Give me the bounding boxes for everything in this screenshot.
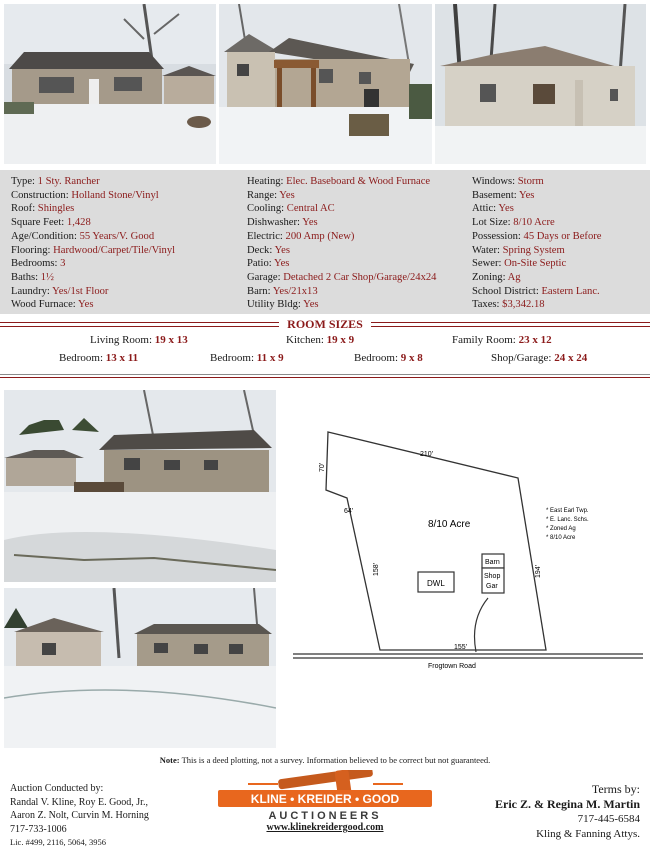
specs-column-3 xyxy=(472,175,602,312)
auctioneer-license: Lic. #499, 2116, 5064, 3956 xyxy=(10,837,107,847)
spec-value: Yes/21x13 xyxy=(272,285,318,297)
terms-info xyxy=(495,782,640,842)
spec-value: Shingles xyxy=(37,203,75,215)
spec-label: Construction: xyxy=(11,189,69,201)
room-shop-garage: Shop/Garage: 24 x 24 xyxy=(491,352,588,364)
dim-bottom: 155' xyxy=(454,644,468,651)
dim-right: 194' xyxy=(535,564,542,578)
spec-value: 200 Amp (New) xyxy=(285,230,355,242)
spec-label: Dishwasher: xyxy=(247,217,300,229)
room-kitchen: Kitchen: 19 x 9 xyxy=(286,334,355,346)
spec-row xyxy=(472,189,602,203)
spec-label: School District: xyxy=(472,285,539,297)
spec-label: Lot Size: xyxy=(472,217,511,229)
spec-row xyxy=(11,189,175,203)
spec-value: Yes xyxy=(279,189,295,201)
spec-value: Yes xyxy=(78,299,94,311)
spec-value: Hardwood/Carpet/Tile/Vinyl xyxy=(53,244,176,256)
spec-value: Yes xyxy=(303,299,319,311)
driveway-line xyxy=(475,598,489,652)
room-bedroom-3: Bedroom: 9 x 8 xyxy=(354,352,423,364)
dwelling-label: DWL xyxy=(427,579,445,588)
spec-row xyxy=(472,298,602,312)
house-rear-photo xyxy=(4,390,276,582)
spec-row xyxy=(247,189,436,203)
room-bedroom-2: Bedroom: 11 x 9 xyxy=(210,352,284,364)
spec-value: $3,342.18 xyxy=(502,299,545,311)
spec-value: Eastern Lanc. xyxy=(541,285,600,297)
shop-label: Shop xyxy=(484,573,501,580)
barn-photo xyxy=(435,4,646,164)
spec-row xyxy=(472,230,602,244)
spec-row xyxy=(472,257,602,271)
spec-value: Central AC xyxy=(286,203,335,215)
spec-label: Type: xyxy=(11,176,35,187)
plot-note-3: * Zoned Ag xyxy=(546,526,576,532)
spec-value: 55 Years/V. Good xyxy=(79,230,155,242)
seller-phone: 717-445-6584 xyxy=(577,813,640,825)
spec-row xyxy=(11,285,175,299)
spec-row xyxy=(247,202,436,216)
spec-row xyxy=(472,216,602,230)
deed-plot-drawing xyxy=(288,420,648,680)
spec-label: Deck: xyxy=(247,244,273,256)
spec-value: 1,428 xyxy=(66,217,91,229)
spec-row xyxy=(11,175,175,189)
auctioneer-names-2: Aaron Z. Nolt, Curvin M. Horning xyxy=(10,810,149,821)
spec-value: 8/10 Acre xyxy=(513,217,555,229)
spec-label: Taxes: xyxy=(472,299,500,311)
spec-label: Range: xyxy=(247,189,278,201)
spec-value: Yes xyxy=(274,244,290,256)
barn-label: Barn xyxy=(485,559,500,566)
spec-row xyxy=(247,230,436,244)
spec-label: Baths: xyxy=(11,271,39,283)
spec-value: Yes xyxy=(302,217,318,229)
auction-conducted-label: Auction Conducted by: xyxy=(10,783,104,794)
spec-row xyxy=(11,271,175,285)
spec-value: Spring System xyxy=(502,244,565,256)
plot-note-1: * East Earl Twp. xyxy=(546,508,589,514)
attorneys: Kling & Fanning Attys. xyxy=(536,828,640,840)
spec-label: Zoning: xyxy=(472,271,506,283)
spec-label: Laundry: xyxy=(11,285,50,297)
spec-label: Barn: xyxy=(247,285,271,297)
specs-column-2 xyxy=(247,175,436,312)
spec-value: 1½ xyxy=(40,271,54,283)
spec-value: Holland Stone/Vinyl xyxy=(71,189,159,201)
spec-value: Yes xyxy=(274,258,290,270)
dim-left-upper: 70' xyxy=(319,462,326,472)
spec-value: 3 xyxy=(60,258,66,270)
spec-label: Patio: xyxy=(247,258,272,270)
divider-bottom-2 xyxy=(0,377,650,378)
logo-name: KLINE • KREIDER • GOOD xyxy=(250,792,400,806)
spec-value: Yes xyxy=(498,203,514,215)
spec-row xyxy=(247,216,436,230)
spec-label: Flooring: xyxy=(11,244,51,256)
divider-bottom-1 xyxy=(0,374,650,375)
spec-row xyxy=(247,271,436,285)
spec-label: Roof: xyxy=(11,203,36,215)
dim-top: 210' xyxy=(420,451,434,458)
spec-value: Yes/1st Floor xyxy=(52,285,109,297)
spec-label: Windows: xyxy=(472,176,516,187)
spec-row xyxy=(11,216,175,230)
spec-row xyxy=(247,244,436,258)
spec-label: Electric: xyxy=(247,230,283,242)
room-bedroom-1: Bedroom: 13 x 11 xyxy=(59,352,139,364)
spec-label: Water: xyxy=(472,244,500,256)
dim-step: 64' xyxy=(344,508,354,515)
room-living: Living Room: 19 x 13 xyxy=(90,334,188,346)
spec-label: Sewer: xyxy=(472,258,502,270)
spec-row xyxy=(247,285,436,299)
company-logo xyxy=(218,770,432,827)
room-family: Family Room: 23 x 12 xyxy=(452,334,552,346)
terms-label: Terms by: xyxy=(591,782,640,796)
spec-row xyxy=(247,257,436,271)
house-deck-photo xyxy=(219,4,432,164)
acre-label: 8/10 Acre xyxy=(428,519,471,530)
spec-label: Wood Furnace: xyxy=(11,299,76,311)
spec-value: Yes xyxy=(518,189,535,201)
spec-label: Possession: xyxy=(472,230,521,242)
auctioneer-names-1: Randal V. Kline, Roy E. Good, Jr., xyxy=(10,796,148,808)
disclaimer-note: Note: This is a deed plotting, not a survey. Information believed to be correct but not guaranteed. xyxy=(159,755,491,765)
spec-label: Garage: xyxy=(247,271,281,283)
seller-names: Eric Z. & Regina M. Martin xyxy=(495,797,640,811)
spec-row xyxy=(11,257,175,271)
room-sizes-title: ROOM SIZES xyxy=(0,317,650,332)
spec-row xyxy=(247,298,436,312)
spec-label: Basement: xyxy=(472,189,517,201)
spec-value: Detached 2 Car Shop/Garage/24x24 xyxy=(283,271,437,283)
dim-left: 158' xyxy=(373,562,380,576)
road-name: Frogtown Road xyxy=(428,663,476,670)
spec-row xyxy=(11,244,175,258)
spec-row xyxy=(11,202,175,216)
website-link[interactable]: www.klinekreidergood.com xyxy=(266,822,384,833)
spec-row xyxy=(472,244,602,258)
spec-row xyxy=(472,271,602,285)
spec-value: Elec. Baseboard & Wood Furnace xyxy=(286,176,431,187)
auctioneers-info xyxy=(10,782,149,850)
spec-row xyxy=(472,202,602,216)
spec-label: Cooling: xyxy=(247,203,285,215)
plot-note-4: * 8/10 Acre xyxy=(546,535,576,541)
spec-label: Age/Condition: xyxy=(11,230,77,242)
spec-label: Utility Bldg: xyxy=(247,299,301,311)
spec-value: Storm xyxy=(517,176,544,187)
spec-row xyxy=(247,175,436,189)
spec-label: Heating: xyxy=(247,176,284,187)
gar-label: Gar xyxy=(486,583,498,590)
spec-label: Bedrooms: xyxy=(11,258,58,270)
spec-value: Ag xyxy=(507,271,521,283)
house-front-photo xyxy=(4,4,216,164)
property-specs-panel xyxy=(0,170,650,314)
house-garage-photo xyxy=(4,588,276,748)
spec-label: Attic: xyxy=(472,203,497,215)
auctioneer-phone: 717-733-1006 xyxy=(10,823,67,835)
spec-value: 45 Days or Before xyxy=(523,230,602,242)
specs-column-1 xyxy=(11,175,175,312)
spec-row xyxy=(11,230,175,244)
spec-value: On-Site Septic xyxy=(504,258,567,270)
plot-boundary xyxy=(326,432,546,650)
spec-row xyxy=(472,175,602,189)
spec-value: 1 Sty. Rancher xyxy=(37,176,100,187)
spec-label: Square Feet: xyxy=(11,217,65,229)
spec-row xyxy=(11,298,175,312)
plot-note-2: * E. Lanc. Schs. xyxy=(546,517,589,523)
logo-sub: AUCTIONEERS xyxy=(268,810,382,822)
spec-row xyxy=(472,285,602,299)
